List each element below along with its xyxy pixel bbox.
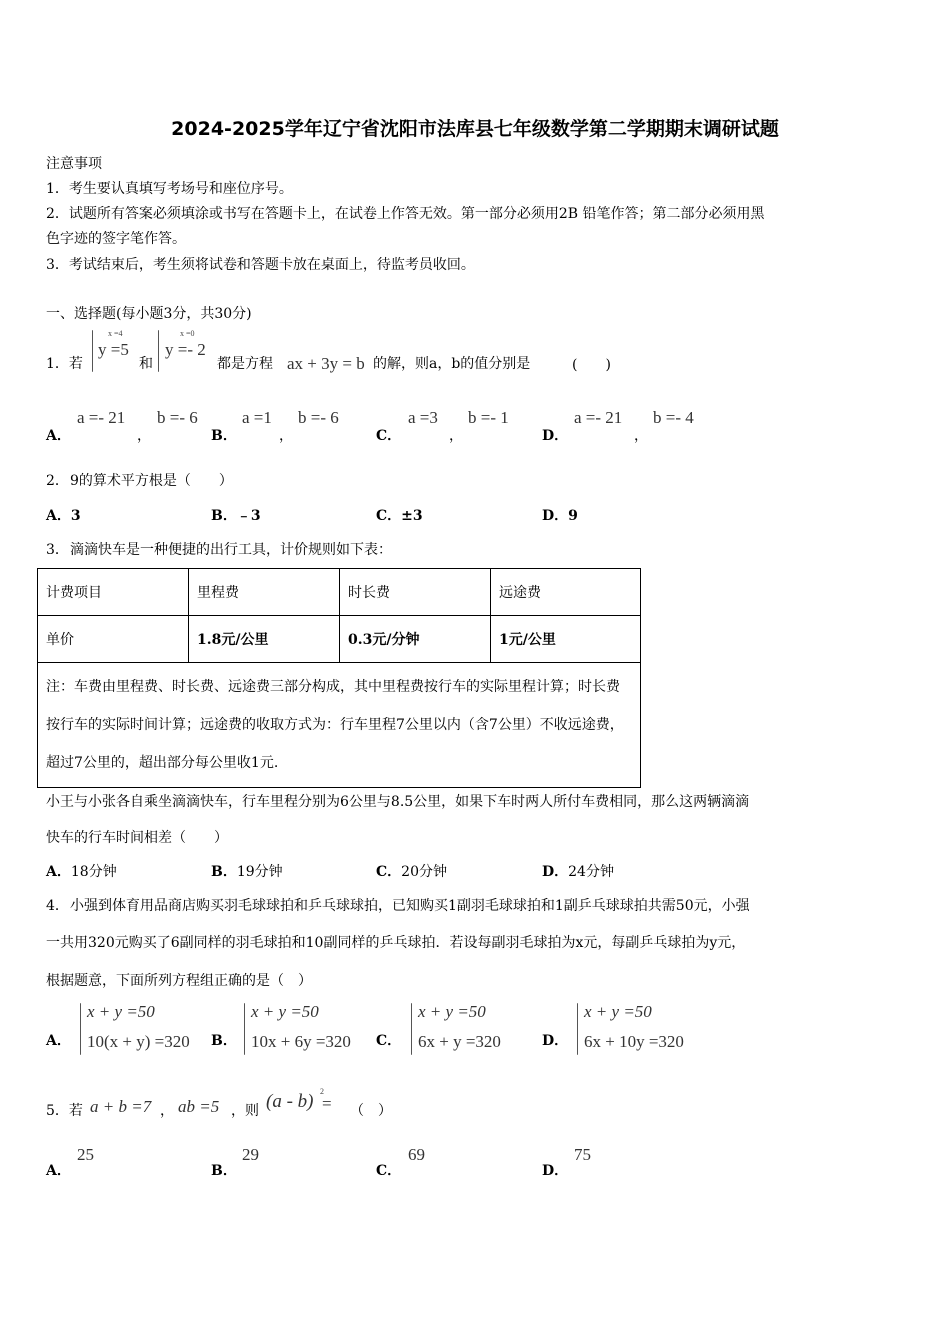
q2-option-a[interactable]: A．3 — [46, 508, 81, 524]
q1-system1-brace — [92, 330, 93, 372]
q4-option-a-eq1: x + y =50 — [87, 1002, 155, 1021]
fee-table-note: 注：车费由里程费、时长费、远途费三部分构成，其中里程费按行车的实际里程计算；时长费按行车的实际时间计算；远途费的收取方式为：行车里程7公里以内（含7公里）不收远途费，超过7公里的，超出部分每公里收1元. — [38, 663, 641, 788]
q1-option-c-b: b =- 1 — [468, 408, 509, 427]
q1-option-c-a: a =3 — [408, 408, 438, 427]
q2-option-c[interactable]: C．±3 — [376, 508, 423, 524]
q4-option-d-label[interactable]: D． — [542, 1033, 569, 1049]
q3-option-b[interactable]: B．19分钟 — [211, 864, 283, 880]
q4-option-d-brace — [577, 1003, 578, 1055]
q5-condition2: ab =5 — [178, 1097, 220, 1116]
q2-option-b[interactable]: B．﹣3 — [211, 508, 261, 524]
q4-line3: 根据题意，下面所列方程组正确的是（ ） — [46, 973, 312, 989]
q1-mid-text: 都是方程 — [217, 356, 273, 372]
q1-system2-top: x =0 — [180, 329, 195, 338]
q1-number: 1．若 — [46, 356, 83, 372]
q5-option-c-label[interactable]: C． — [376, 1163, 402, 1179]
q3-line2: 快车的行车时间相差（ ） — [46, 830, 228, 846]
q3-text: 滴滴快车是一种便捷的出行工具，计价规则如下表： — [70, 542, 392, 558]
q4-option-c-eq1: x + y =50 — [418, 1002, 486, 1021]
q1-option-c-label[interactable]: C． — [376, 428, 402, 444]
q5-then: ，则 — [231, 1103, 259, 1119]
q1-option-b-a: a =1 — [242, 408, 272, 427]
q1-option-b-sep: ， — [279, 428, 293, 444]
fee-table-header: 里程费 — [189, 569, 340, 616]
q1-option-b-label[interactable]: B． — [211, 428, 237, 444]
section-heading: 一、选择题(每小题3分，共30分) — [46, 306, 252, 322]
q4-option-c-brace — [411, 1003, 412, 1055]
q5-option-c-value: 69 — [408, 1145, 425, 1164]
q1-answer-paren: ( ) — [572, 357, 611, 373]
q4-option-b-brace — [244, 1003, 245, 1055]
q4-option-c-eq2: 6x + y =320 — [418, 1032, 501, 1051]
q5-condition1: a + b =7 — [90, 1097, 152, 1116]
q1-system1-top: x =4 — [108, 329, 123, 338]
q4-option-c-label[interactable]: C． — [376, 1033, 402, 1049]
q3-option-a[interactable]: A．18分钟 — [46, 864, 117, 880]
q4-line1: 小强到体育用品商店购买羽毛球球拍和乒乓球球拍，已知购买1副羽毛球球拍和1副乒乓球球拍共需50元，小强 — [70, 898, 750, 914]
q1-option-a-a: a =- 21 — [77, 408, 126, 427]
fee-table-cell: 单价 — [38, 616, 189, 663]
q5-number: 5．若 — [46, 1103, 83, 1119]
notice-item: 色字迹的签字笔作答。 — [46, 231, 186, 247]
q5-expression: (a - b) — [266, 1091, 314, 1112]
q4-option-b-label[interactable]: B． — [211, 1033, 237, 1049]
fee-table — [37, 568, 641, 788]
notice-item: 1．考生要认真填写考场号和座位序号。 — [46, 181, 293, 197]
q4-number: 4． — [46, 898, 69, 914]
q1-option-d-sep: ， — [634, 428, 648, 444]
q5-answer-paren: （ ） — [350, 1103, 392, 1119]
q1-option-b-b: b =- 6 — [298, 408, 339, 427]
q4-option-d-eq1: x + y =50 — [584, 1002, 652, 1021]
q5-option-d-value: 75 — [574, 1145, 591, 1164]
q3-option-d[interactable]: D．24分钟 — [542, 864, 614, 880]
q1-option-c-sep: ， — [449, 428, 463, 444]
q1-option-d-a: a =- 21 — [574, 408, 623, 427]
q1-option-a-b: b =- 6 — [157, 408, 198, 427]
fee-table-cell: 1元/公里 — [491, 616, 641, 663]
q3-number: 3． — [46, 542, 69, 558]
q4-option-d-eq2: 6x + 10y =320 — [584, 1032, 684, 1051]
q5-exponent: 2 — [320, 1087, 324, 1096]
fee-table-header: 远途费 — [491, 569, 641, 616]
q5-option-b-value: 29 — [242, 1145, 259, 1164]
q4-option-b-eq1: x + y =50 — [251, 1002, 319, 1021]
q1-option-a-sep: ， — [137, 428, 151, 444]
q4-option-a-label[interactable]: A． — [46, 1033, 71, 1049]
q5-option-a-value: 25 — [77, 1145, 94, 1164]
q4-line2: 一共用320元购买了6副同样的羽毛球拍和10副同样的乒乓球拍．若设每副羽毛球拍为x元，每副乒乓球拍为y元， — [46, 935, 746, 951]
q4-option-a-brace — [80, 1003, 81, 1055]
q5-comma: ， — [160, 1103, 174, 1119]
q3-option-c[interactable]: C．20分钟 — [376, 864, 447, 880]
fee-table-header: 计费项目 — [38, 569, 189, 616]
q3-line1: 小王与小张各自乘坐滴滴快车，行车里程分别为6公里与8.5公里，如果下车时两人所付车费相同，那么这两辆滴滴 — [46, 794, 750, 810]
q5-option-b-label[interactable]: B． — [211, 1163, 237, 1179]
fee-table-cell: 0.3元/分钟 — [340, 616, 491, 663]
q1-equation: ax + 3y = b — [287, 354, 365, 373]
q5-option-d-label[interactable]: D． — [542, 1163, 569, 1179]
q1-system1-bottom: y =5 — [98, 340, 129, 359]
q5-option-a-label[interactable]: A． — [46, 1163, 71, 1179]
q1-system2-brace — [158, 330, 159, 372]
q2-text: 9的算术平方根是（ ） — [70, 473, 233, 489]
q4-option-a-eq2: 10(x + y) =320 — [87, 1032, 190, 1051]
q1-system2-bottom: y =- 2 — [165, 340, 206, 359]
notice-item: 2．试题所有答案必须填涂或书写在答题卡上，在试卷上作答无效。第一部分必须用2B 铅笔作答；第二部分必须用黑 — [46, 206, 765, 222]
q2-option-d[interactable]: D．9 — [542, 508, 578, 524]
q5-equals: = — [322, 1094, 332, 1113]
page-title: 2024-2025学年辽宁省沈阳市法库县七年级数学第二学期期末调研试题 — [171, 118, 779, 140]
q1-tail-text: 的解，则a，b的值分别是 — [373, 356, 531, 372]
q4-option-b-eq2: 10x + 6y =320 — [251, 1032, 351, 1051]
q1-option-d-b: b =- 4 — [653, 408, 694, 427]
fee-table-header: 时长费 — [340, 569, 491, 616]
q1-and: 和 — [139, 356, 153, 372]
q2-number: 2． — [46, 473, 69, 489]
notice-heading: 注意事项 — [46, 156, 102, 172]
fee-table-cell: 1.8元/公里 — [189, 616, 340, 663]
notice-item: 3．考试结束后，考生须将试卷和答题卡放在桌面上，待监考员收回。 — [46, 257, 475, 273]
q1-option-a-label[interactable]: A． — [46, 428, 71, 444]
q1-option-d-label[interactable]: D． — [542, 428, 569, 444]
